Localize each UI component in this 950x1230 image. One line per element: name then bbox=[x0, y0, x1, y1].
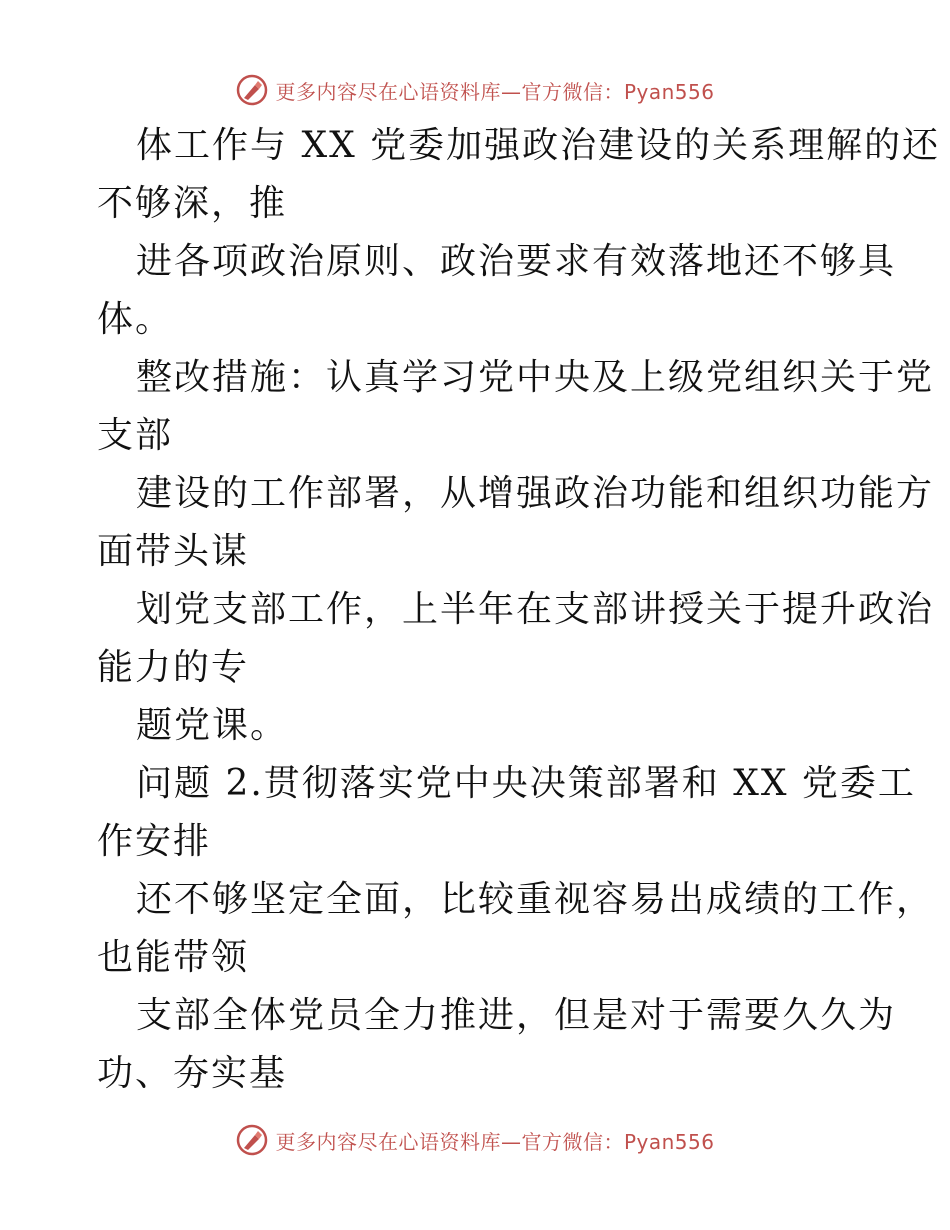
body-line: 问题 2.贯彻落实党中央决策部署和 XX 党委工 bbox=[136, 763, 916, 804]
body-line: 整改措施：认真学习党中央及上级党组织关于党 bbox=[136, 357, 935, 398]
body-line: 题党课。 bbox=[136, 705, 289, 746]
body-line: 支部 bbox=[97, 415, 174, 456]
body-line: 体。 bbox=[97, 299, 174, 340]
body-line: 建设的工作部署，从增强政治功能和组织功能方 bbox=[136, 473, 935, 514]
body-line: 进各项政治原则、政治要求有效落地还不够具 bbox=[136, 241, 897, 282]
watermark-text: 更多内容尽在心语资料库—官方微信：Pyan556 bbox=[275, 1129, 715, 1154]
watermark-text: 更多内容尽在心语资料库—官方微信：Pyan556 bbox=[275, 79, 715, 104]
body-line: 划党支部工作，上半年在支部讲授关于提升政治 bbox=[136, 589, 935, 630]
footer-watermark bbox=[0, 1120, 950, 1160]
body-line: 也能带领 bbox=[97, 937, 250, 978]
body-line: 体工作与 XX 党委加强政治建设的关系理解的还 bbox=[136, 125, 941, 166]
pen-nib-logo-icon bbox=[235, 1123, 269, 1157]
body-line: 能力的专 bbox=[97, 647, 250, 688]
body-line: 不够深，推 bbox=[97, 183, 288, 224]
header-watermark bbox=[0, 70, 950, 110]
body-line: 还不够坚定全面，比较重视容易出成绩的工作， bbox=[136, 879, 935, 920]
body-line: 支部全体党员全力推进，但是对于需要久久为 bbox=[136, 995, 897, 1036]
pen-nib-logo-icon bbox=[235, 73, 269, 107]
body-line: 面带头谋 bbox=[97, 531, 250, 572]
body-line: 作安排 bbox=[97, 821, 212, 862]
body-line: 功、夯实基 bbox=[97, 1053, 288, 1094]
